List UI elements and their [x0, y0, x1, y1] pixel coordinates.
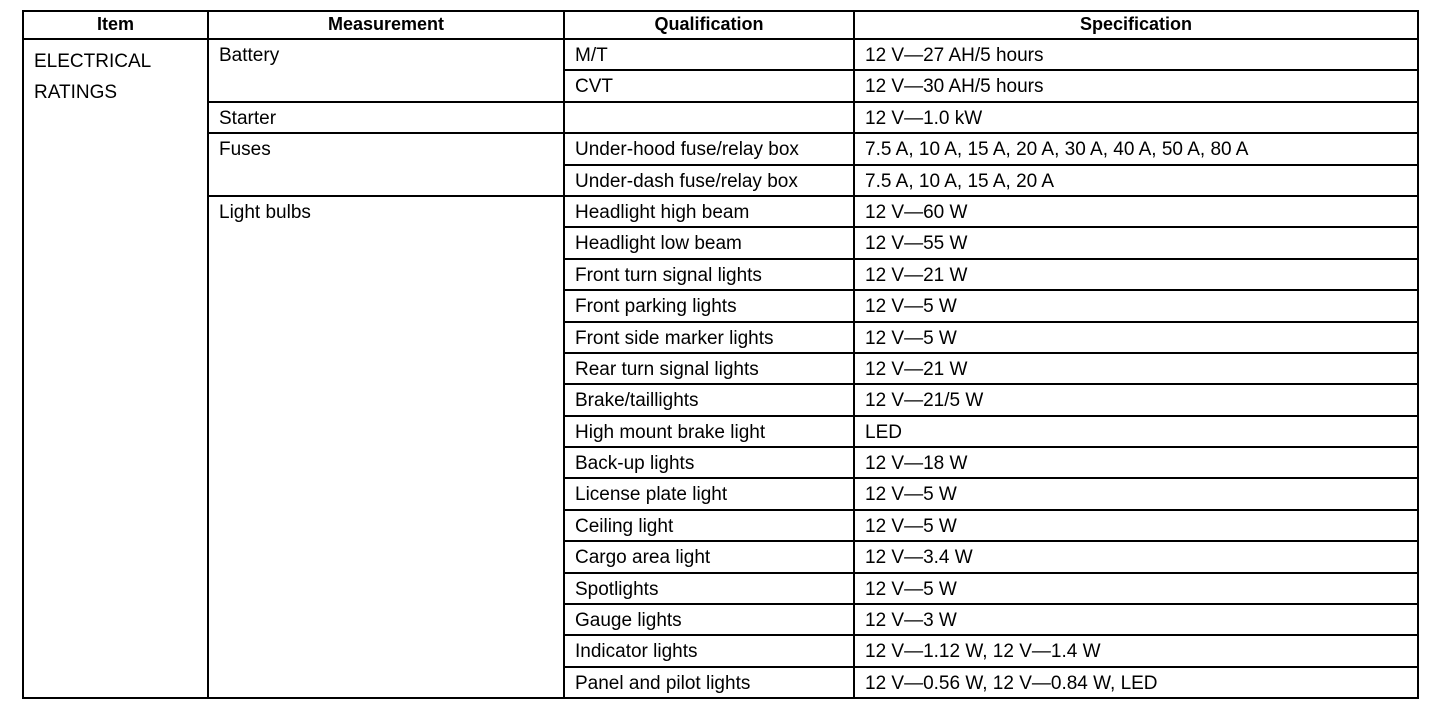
qualification-cell: Under-hood fuse/relay box — [564, 133, 854, 164]
specification-cell: 12 V—3.4 W — [854, 541, 1418, 572]
qualification-cell: High mount brake light — [564, 416, 854, 447]
header-qualification: Qualification — [564, 11, 854, 39]
qualification-cell: Headlight low beam — [564, 227, 854, 258]
specification-cell: 12 V—55 W — [854, 227, 1418, 258]
measurement-fuses: Fuses — [208, 133, 564, 196]
specification-cell: 12 V—21 W — [854, 259, 1418, 290]
specification-cell: 12 V—0.56 W, 12 V—0.84 W, LED — [854, 667, 1418, 698]
specification-cell: 12 V—5 W — [854, 573, 1418, 604]
specification-cell: 12 V—1.0 kW — [854, 102, 1418, 133]
qualification-cell: Cargo area light — [564, 541, 854, 572]
item-cell — [23, 39, 208, 698]
qualification-cell: Back-up lights — [564, 447, 854, 478]
table-row — [23, 102, 1418, 133]
specification-cell: 12 V—21/5 W — [854, 384, 1418, 415]
qualification-cell: Front side marker lights — [564, 322, 854, 353]
specification-cell: 7.5 A, 10 A, 15 A, 20 A, 30 A, 40 A, 50 A, 80 A — [854, 133, 1418, 164]
qualification-cell: Front turn signal lights — [564, 259, 854, 290]
table-body — [23, 39, 1418, 698]
qualification-cell: Front parking lights — [564, 290, 854, 321]
qualification-cell: Rear turn signal lights — [564, 353, 854, 384]
specification-cell: 12 V—3 W — [854, 604, 1418, 635]
specification-cell: 12 V—18 W — [854, 447, 1418, 478]
qualification-cell: M/T — [564, 39, 854, 70]
qualification-cell: Headlight high beam — [564, 196, 854, 227]
specification-cell: 12 V—5 W — [854, 478, 1418, 509]
specification-cell: 12 V—60 W — [854, 196, 1418, 227]
measurement-starter: Starter — [208, 102, 564, 133]
qualification-cell: Spotlights — [564, 573, 854, 604]
table-row — [23, 196, 1418, 227]
specification-cell: 12 V—30 AH/5 hours — [854, 70, 1418, 101]
qualification-cell: CVT — [564, 70, 854, 101]
qualification-cell: Panel and pilot lights — [564, 667, 854, 698]
header-row — [23, 11, 1418, 39]
qualification-cell: Brake/taillights — [564, 384, 854, 415]
specification-cell: 12 V—1.12 W, 12 V—1.4 W — [854, 635, 1418, 666]
specification-cell: 12 V—5 W — [854, 510, 1418, 541]
specification-cell: 12 V—5 W — [854, 322, 1418, 353]
measurement-battery: Battery — [208, 39, 564, 102]
specification-cell: 7.5 A, 10 A, 15 A, 20 A — [854, 165, 1418, 196]
header-measurement: Measurement — [208, 11, 564, 39]
specifications-table — [22, 10, 1419, 699]
item-line-1: ELECTRICAL — [34, 51, 152, 72]
specification-cell: 12 V—5 W — [854, 290, 1418, 321]
item-line-2: RATINGS — [34, 82, 118, 103]
header-specification: Specification — [854, 11, 1418, 39]
header-item: Item — [23, 11, 208, 39]
qualification-cell: Under-dash fuse/relay box — [564, 165, 854, 196]
measurement-light-bulbs: Light bulbs — [208, 196, 564, 698]
table-row — [23, 133, 1418, 164]
qualification-cell: Gauge lights — [564, 604, 854, 635]
specification-cell: LED — [854, 416, 1418, 447]
qualification-cell — [564, 102, 854, 133]
table-row — [23, 39, 1418, 70]
qualification-cell: Indicator lights — [564, 635, 854, 666]
specification-cell: 12 V—21 W — [854, 353, 1418, 384]
specification-cell: 12 V—27 AH/5 hours — [854, 39, 1418, 70]
qualification-cell: License plate light — [564, 478, 854, 509]
qualification-cell: Ceiling light — [564, 510, 854, 541]
